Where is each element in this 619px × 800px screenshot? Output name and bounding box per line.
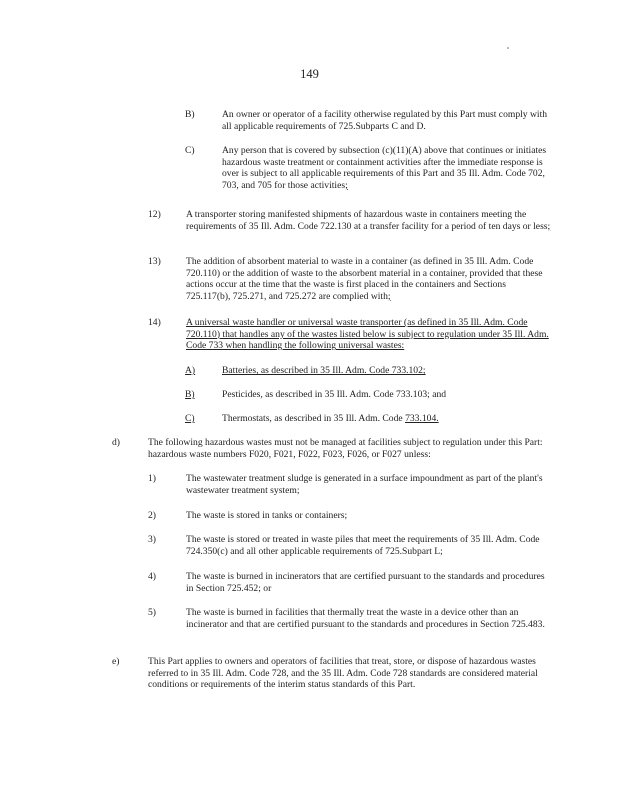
item-text-d3: The waste is stored or treated in waste piles that meet the requirements of 35 Ill. Adm. Code 724.350(c) and all other applicable requirements of 725.Subpart L; bbox=[186, 534, 540, 557]
item-label-14: 14) bbox=[148, 317, 161, 328]
item-text-b: An owner or operator of a facility otherwise regulated by this Part must comply with all applicable requirements of 725.Subparts C and D. bbox=[222, 109, 548, 132]
item-text-d2: The waste is stored in tanks or containers; bbox=[186, 510, 348, 521]
item-label-a: A) bbox=[185, 365, 196, 376]
item-label-12: 12) bbox=[148, 209, 161, 220]
item-label-b: B) bbox=[185, 109, 195, 120]
item-label-c: C) bbox=[185, 145, 195, 156]
item-label-d4: 4) bbox=[148, 571, 156, 582]
item-label-d2: 2) bbox=[148, 510, 156, 521]
item-text-d: The following hazardous wastes must not be managed at facilities subject to regulation under this Part: hazardous waste numbers F020, F021, F022, F023, F026, or F027 unless: bbox=[148, 437, 543, 460]
item-label-e: e) bbox=[112, 656, 120, 667]
item-text-d5: The waste is burned in facilities that thermally treat the waste in a device other than an incinerator and that are certified pursuant to the standards and procedures in Section 725.483. bbox=[186, 607, 545, 630]
item-text-d1: The wastewater treatment sludge is generated in a surface impoundment as part of the plant's wastewater treatment system; bbox=[186, 473, 543, 496]
item-label-d1: 1) bbox=[148, 473, 156, 484]
item-text-d4: The waste is burned in incinerators that are certified pursuant to the standards and procedures in Section 725.452; or bbox=[186, 571, 545, 594]
item-label-bb: B) bbox=[185, 389, 195, 400]
item-label-d3: 3) bbox=[148, 534, 156, 545]
item-text-14: A universal waste handler or universal waste transporter (as defined in 35 Ill. Adm. Code 720.110) that handles any of the wastes listed below is subject to regulation under 35 Ill. Adm. Code 733 when handling the following universal wastes: bbox=[186, 317, 549, 352]
item-text-13: The addition of absorbent material to waste in a container (as defined in 35 Ill. Adm. Code 720.110) or the addition of waste to the absorbent material in a container, provided that these actions occur at the time that the waste is first placed in the containers and Sections 725.117(b), 725.271, and 725.272 are complied with; bbox=[186, 256, 543, 302]
item-text-bb: Pesticides, as described in 35 Ill. Adm. Code 733.103; and bbox=[222, 389, 447, 400]
item-text-e: This Part applies to owners and operators of facilities that treat, store, or dispose of hazardous wastes referred to in 35 Ill. Adm. Code 728, and the 35 Ill. Adm. Code 728 standards are considered material conditions or requirements of the interim status standards of this Part. bbox=[148, 656, 538, 691]
item-label-d5: 5) bbox=[148, 607, 156, 618]
item-label-cc: C) bbox=[185, 413, 195, 424]
item-text-12: A transporter storing manifested shipments of hazardous waste in containers meeting the requirements of 35 Ill. Adm. Code 722.130 at a transfer facility for a period of ten days or less; bbox=[186, 209, 551, 232]
item-text-a: Batteries, as described in 35 Ill. Adm. Code 733.102; bbox=[222, 365, 426, 376]
page-number: 149 bbox=[300, 67, 319, 81]
item-label-d: d) bbox=[112, 437, 120, 448]
item-text-cc: Thermostats, as described in 35 Ill. Adm. Code 733.104. bbox=[222, 413, 439, 424]
item-label-13: 13) bbox=[148, 256, 161, 267]
item-text-c: Any person that is covered by subsection (c)(11)(A) above that continues or initiates hazardous waste treatment or containment activities after the immediate response is over is subject to all applicable requirements of this Part and 35 Ill. Adm. Code 702, 703, and 705 for those activities; bbox=[222, 145, 547, 191]
